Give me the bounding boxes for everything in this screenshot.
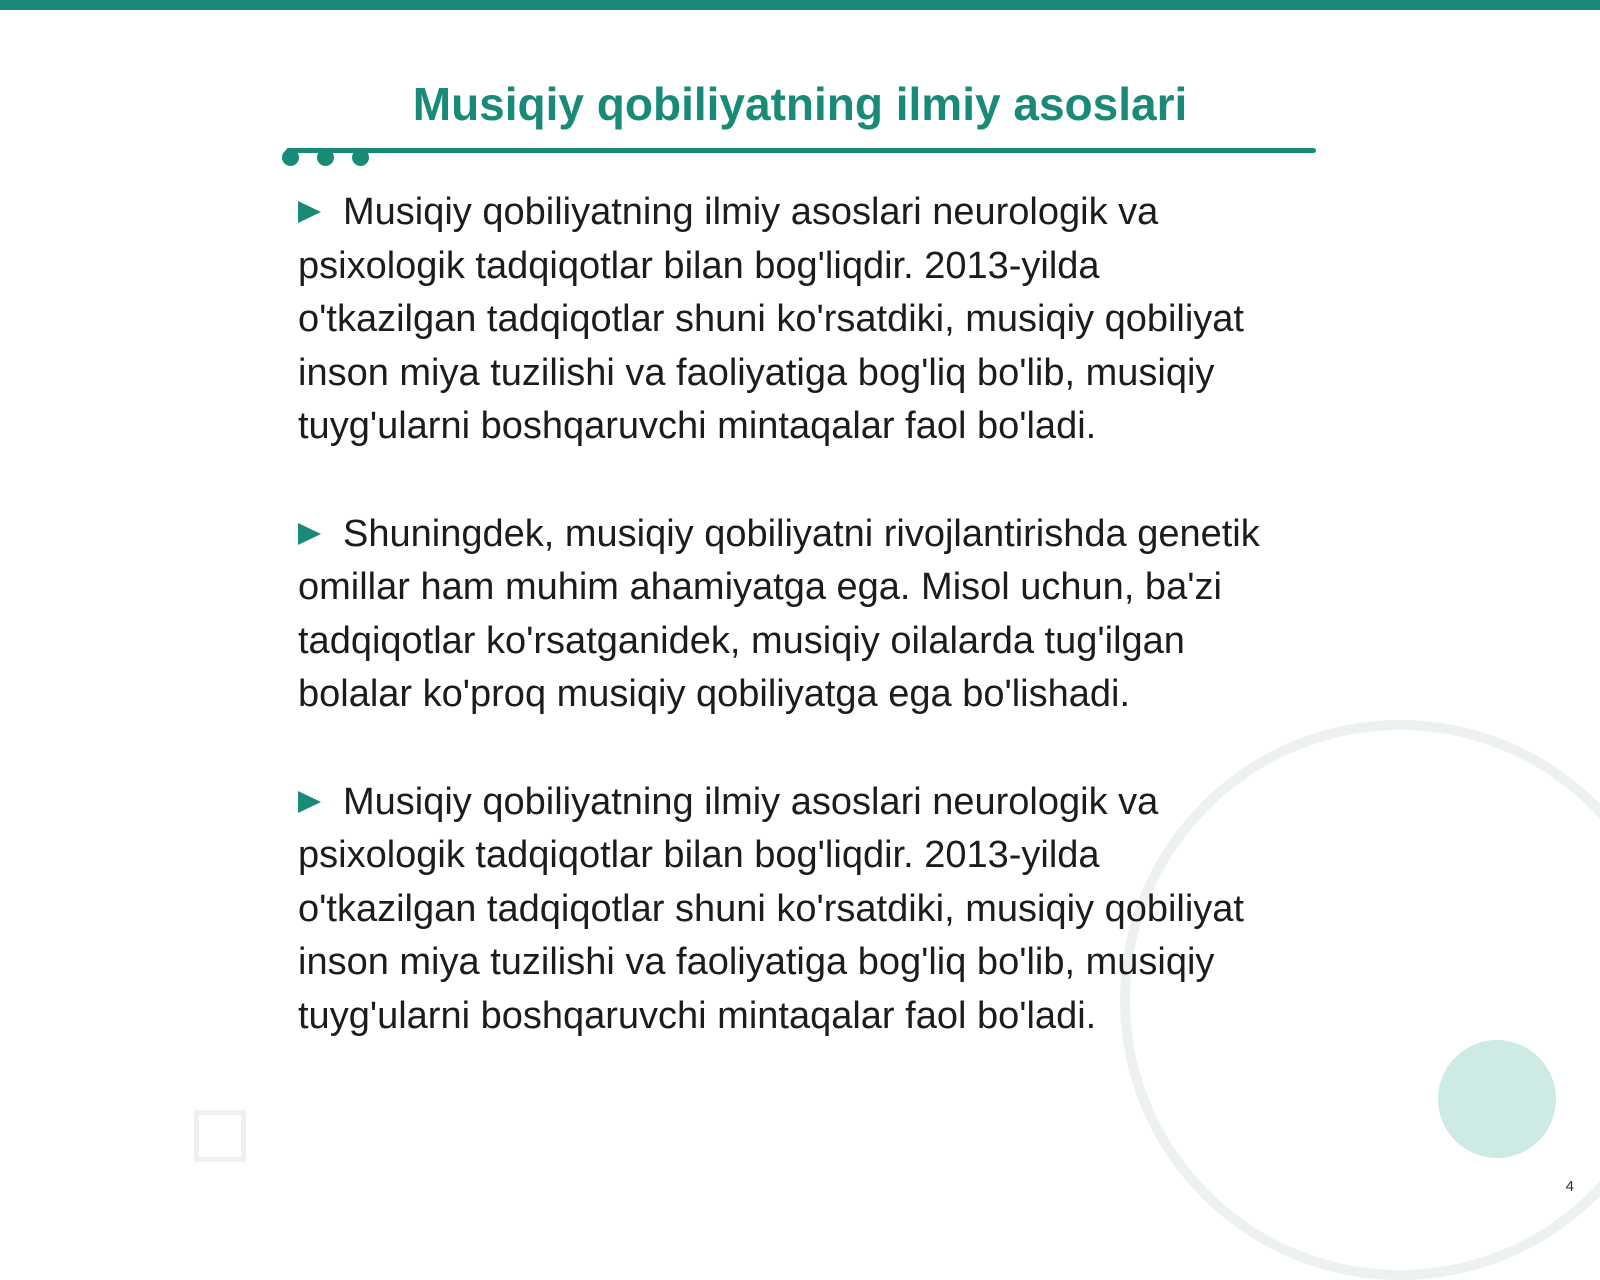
triangle-right-icon	[298, 201, 321, 223]
slide-content	[298, 186, 1278, 1097]
underline-dot	[282, 149, 299, 166]
top-accent-bar	[0, 0, 1600, 10]
bullet-text: Musiqiy qobiliyatning ilmiy asoslari neurologik va psixologik tadqiqotlar bilan bog'liqdir. 2013-yilda o'tkazilgan tadqiqotlar shuni ko'rsatdiki, musiqiy qobiliyat inson miya tuzilishi va faoliyatiga bog'liq bo'lib, musiqiy tuyg'ularni boshqaruvchi mintaqalar faol bo'ladi.	[298, 780, 1244, 1037]
bullet-item	[298, 776, 1278, 1044]
underline-dot	[352, 149, 369, 166]
bullet-text: Shuningdek, musiqiy qobiliyatni rivojlantirishda genetik omillar ham muhim ahamiyatga ega. Misol uchun, ba'zi tadqiqotlar ko'rsatganidek, musiqiy oilalarda tug'ilgan bolalar ko'proq musiqiy qobiliyatga ega bo'lishadi.	[298, 512, 1260, 715]
slide-title: Musiqiy qobiliyatning ilmiy asoslari	[412, 78, 1188, 130]
page-number: 4	[1565, 1178, 1574, 1195]
decorative-circle	[1438, 1040, 1556, 1158]
triangle-right-icon	[298, 791, 321, 813]
triangle-right-icon	[298, 523, 321, 545]
underline-dot	[317, 149, 334, 166]
bullet-text: Musiqiy qobiliyatning ilmiy asoslari neurologik va psixologik tadqiqotlar bilan bog'liqdir. 2013-yilda o'tkazilgan tadqiqotlar shuni ko'rsatdiki, musiqiy qobiliyat inson miya tuzilishi va faoliyatiga bog'liq bo'lib, musiqiy tuyg'ularni boshqaruvchi mintaqalar faol bo'ladi.	[298, 191, 1244, 447]
title-underline	[286, 148, 1316, 153]
bullet-item	[298, 508, 1278, 722]
decorative-square	[194, 1110, 246, 1162]
bullet-item	[298, 186, 1278, 454]
